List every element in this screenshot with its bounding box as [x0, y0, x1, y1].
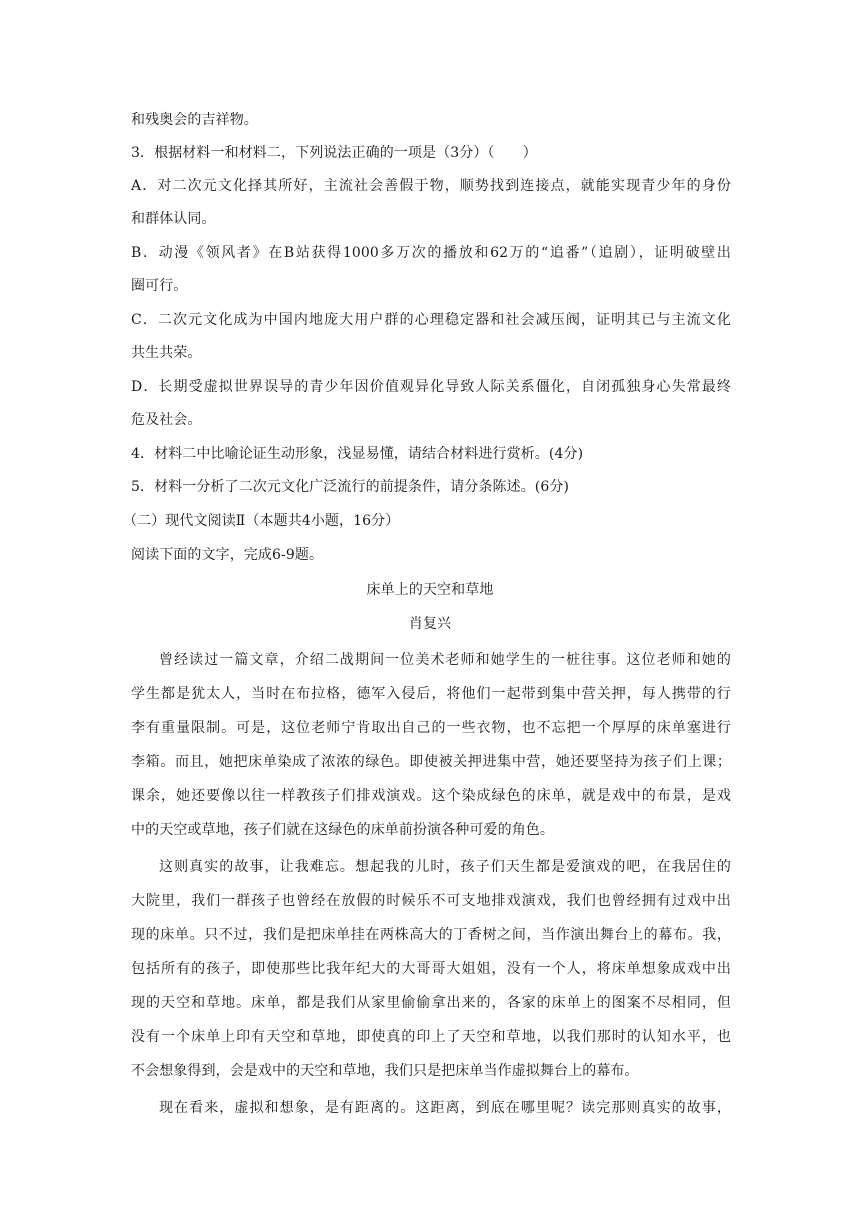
section-heading: （二）现代文阅读Ⅱ（本题共4小题，16分）	[123, 513, 400, 529]
article-paragraph-line: 中的天空或草地，孩子们就在这绿色的床单前扮演各种可爱的角色。	[131, 822, 554, 838]
article-title: 床单上的天空和草地	[366, 582, 494, 598]
article-paragraph-line: 曾经读过一篇文章，介绍二战期间一位美术老师和她学生的一桩往事。这位老师和她的	[159, 652, 731, 668]
article-paragraph-line: 现的床单。只不过，我们是把床单挂在两株高大的丁香树之间，当作演出舞台上的幕布。我，	[131, 927, 731, 943]
article-author: 肖复兴	[408, 616, 452, 632]
option-d-line-1: D．长期受虚拟世界误导的青少年因价值观异化导致人际关系僵化，自闭孤独身心失常最终	[131, 379, 731, 395]
question-4: 4．材料二中比喻论证生动形象，浅显易懂，请结合材料进行赏析。(4分)	[131, 446, 584, 462]
article-paragraph-line: 李箱。而且，她把床单染成了浓浓的绿色。即使被关押进集中营，她还要坚持为孩子们上课；	[131, 754, 731, 770]
option-b-line-1: B．动漫《领风者》在B站获得1000多万次的播放和62万的“追番”（追剧），证明破壁出	[131, 245, 731, 261]
article-paragraph-line: 学生都是犹太人，当时在布拉格，德军入侵后，将他们一起带到集中营关押，每人携带的行	[131, 686, 731, 702]
question-3-stem: 3．根据材料一和材料二，下列说法正确的一项是（3分）（ ）	[131, 145, 537, 161]
article-paragraph-line: 李有重量限制。可是，这位老师宁肯取出自己的一些衣物，也不忘把一个厚厚的床单塞进行	[131, 720, 731, 736]
option-c-line-2: 共生共荣。	[131, 345, 202, 361]
option-a-line-1: A．对二次元文化择其所好，主流社会善假于物，顺势找到连接点，就能实现青少年的身份	[131, 178, 731, 194]
article-paragraph-line: 大院里，我们一群孩子也曾经在放假的时候乐不可支地排戏演戏，我们也曾经拥有过戏中出	[131, 893, 731, 909]
article-paragraph-line: 没有一个床单上印有天空和草地，即使真的印上了天空和草地，以我们那时的认知水平，也	[131, 1029, 731, 1045]
option-a-line-2: 和群体认同。	[131, 211, 216, 227]
article-paragraph-line: 现的天空和草地。床单，都是我们从家里偷偷拿出来的，各家的床单上的图案不尽相同，但	[131, 995, 731, 1011]
question-5: 5．材料一分析了二次元文化广泛流行的前提条件，请分条陈述。(6分)	[131, 479, 570, 495]
article-paragraph-line: 现在看来，虚拟和想象，是有距离的。这距离，到底在哪里呢？读完那则真实的故事，	[159, 1100, 731, 1116]
article-paragraph-line: 包括所有的孩子，即使那些比我年纪大的大哥哥大姐姐，没有一个人，将床单想象成戏中出	[131, 961, 731, 977]
article-paragraph-line: 这则真实的故事，让我难忘。想起我的儿时，孩子们天生都是爱演戏的吧，在我居住的	[159, 859, 731, 875]
article-paragraph-line: 课余，她还要像以往一样教孩子们排戏演戏。这个染成绿色的床单，就是戏中的布景，是戏	[131, 788, 731, 804]
option-b-line-2: 圈可行。	[131, 278, 188, 294]
text-line-continuation: 和残奥会的吉祥物。	[131, 112, 258, 128]
article-paragraph-line: 不会想象得到，会是戏中的天空和草地，我们只是把床单当作虚拟舞台上的幕布。	[131, 1063, 639, 1079]
option-d-line-2: 危及社会。	[131, 412, 202, 428]
reading-instruction: 阅读下面的文字，完成6-9题。	[131, 547, 324, 563]
option-c-line-1: C．二次元文化成为中国内地庞大用户群的心理稳定器和社会减压阀，证明其已与主流文化	[131, 312, 731, 328]
